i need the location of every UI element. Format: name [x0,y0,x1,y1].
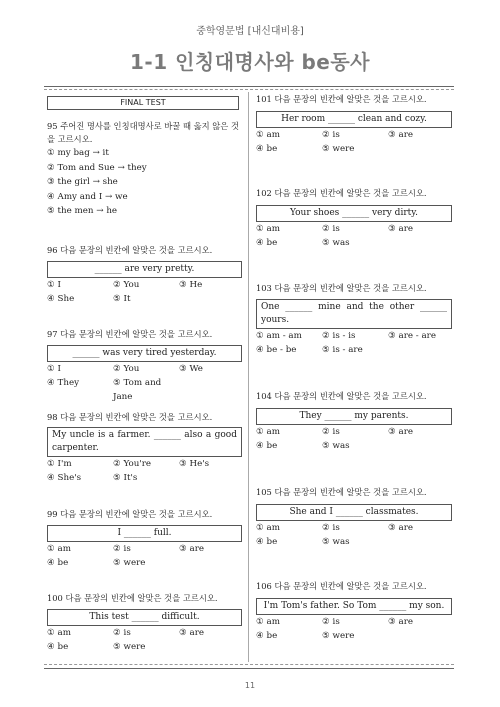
option[interactable]: ② is [322,224,340,234]
option[interactable]: ④ be - be [256,345,297,355]
option-row [256,343,452,357]
option[interactable]: ② is [113,628,131,638]
option[interactable]: ③ are [388,224,414,234]
option[interactable]: ② You're [113,459,152,469]
question-102 [256,187,452,250]
option[interactable]: ② Tom and Sue → they [47,162,147,173]
option[interactable]: ③ He's [179,459,210,469]
option-row [256,128,452,142]
sentence-box: Her room ______ clean and cozy. [256,111,452,128]
option[interactable]: ⑤ Tom and Jane [113,378,162,402]
question-prompt: 97 다음 문장의 빈칸에 알맞은 것을 고르시오. [47,329,213,339]
option-row [47,471,242,485]
question-prompt: 105 다음 문장의 빈칸에 알맞은 것을 고르시오. [256,487,427,497]
question-97 [47,328,242,404]
bottom-dashed-rule [44,664,454,665]
sentence-box: ______ was very tired yesterday. [47,345,242,362]
question-prompt: 106 다음 문장의 빈칸에 알맞은 것을 고르시오. [256,581,427,591]
option[interactable]: ① am [256,523,280,533]
option[interactable]: ① am [47,628,71,638]
option-row [47,292,242,306]
option[interactable]: ④ They [47,378,79,388]
option[interactable]: ① my bag → it [47,148,109,158]
option-row [256,142,452,156]
question-prompt: 95 주어진 명사를 인칭대명사로 바꿀 때 옳지 않은 것을 고르시오. [47,121,239,144]
option[interactable]: ② is [113,544,131,554]
option-row [256,329,452,343]
option-row [47,542,242,556]
option[interactable]: ③ are [179,628,205,638]
option-row [47,362,242,376]
option[interactable]: ① I'm [47,459,72,469]
question-prompt: 100 다음 문장의 빈칸에 알맞은 것을 고르시오. [47,593,218,603]
option[interactable]: ③ are [388,617,414,627]
option[interactable]: ③ the girl → she [47,177,118,187]
sentence-box: I ______ full. [47,525,242,542]
sentence-box: My uncle is a farmer. ______ also a good carpenter. [47,427,242,457]
question-96 [47,244,242,306]
option[interactable]: ① I [47,280,61,290]
option[interactable]: ③ are [388,427,414,437]
question-95 [47,120,240,219]
option[interactable]: ⑤ It [113,294,131,304]
question-105 [256,486,452,549]
page-title: 1-1 인칭대명사와 be동사 [130,50,370,74]
question-98 [47,411,242,485]
option[interactable]: ① am - am [256,331,302,341]
question-prompt: 102 다음 문장의 빈칸에 알맞은 것을 고르시오. [256,188,427,198]
option[interactable]: ① am [256,617,280,627]
option-row [256,236,452,250]
option[interactable]: ③ He [179,280,203,290]
bottom-rule [44,668,454,669]
option[interactable]: ④ be [256,631,278,641]
option[interactable]: ② You [113,280,140,290]
question-106 [256,580,452,643]
option[interactable]: ② is - is [322,331,356,341]
question-104 [256,390,452,453]
option-list [47,146,240,219]
option[interactable]: ⑤ were [113,558,146,568]
option[interactable]: ③ We [179,364,203,374]
option[interactable]: ④ She's [47,473,82,483]
option-row [256,521,452,535]
option[interactable]: ⑤ were [113,642,146,652]
option-row [256,629,452,643]
question-103 [256,282,452,357]
option[interactable]: ② is [322,130,340,140]
option[interactable]: ⑤ was [322,537,350,547]
option[interactable]: ④ be [256,238,278,248]
question-prompt: 99 다음 문장의 빈칸에 알맞은 것을 고르시오. [47,509,213,519]
book-subtitle: 중학영문법 [내신대비용] [196,26,304,37]
question-101 [256,93,452,156]
sentence-box: I'm Tom's father. So Tom ______ my son. [256,598,452,615]
sentence-box: This test ______ difficult. [47,609,242,626]
option[interactable]: ④ be [256,441,278,451]
sentence-box: She and I ______ classmates. [256,504,452,521]
final-test-label: FINAL TEST [47,96,239,110]
sentence-box: Your shoes ______ very dirty. [256,205,452,222]
sentence-box: ______ are very pretty. [47,261,242,278]
sentence-box: One ______ mine and the other ______ yours. [256,299,452,329]
option[interactable]: ① am [256,130,280,140]
option[interactable]: ② is [322,427,340,437]
option[interactable]: ① I [47,364,61,374]
option[interactable]: ④ be [256,537,278,547]
option[interactable]: ⑤ was [322,238,350,248]
option[interactable]: ④ Amy and I → we [47,191,128,202]
top-rule [44,86,454,87]
option[interactable]: ① am [256,224,280,234]
option[interactable]: ⑤ were [322,631,355,641]
option[interactable]: ④ be [47,558,69,568]
option-row [256,425,452,439]
question-prompt: 96 다음 문장의 빈칸에 알맞은 것을 고르시오. [47,245,213,255]
column-divider [248,92,249,662]
option[interactable]: ② You [113,364,140,374]
question-prompt: 103 다음 문장의 빈칸에 알맞은 것을 고르시오. [256,283,427,293]
question-prompt: 101 다음 문장의 빈칸에 알맞은 것을 고르시오. [256,94,427,104]
option[interactable]: ③ are - are [388,331,436,341]
option-row [47,457,242,471]
question-prompt: 104 다음 문장의 빈칸에 알맞은 것을 고르시오. [256,391,427,401]
option-row [47,556,242,570]
question-99 [47,508,242,570]
page-number: 11 [244,681,256,690]
option-row [47,376,242,404]
sentence-box: They ______ my parents. [256,408,452,425]
option[interactable]: ③ are [179,544,205,554]
option-row [47,626,242,640]
top-dashed-rule [44,89,454,90]
option[interactable]: ③ are [388,130,414,140]
option[interactable]: ① am [256,427,280,437]
option[interactable]: ⑤ is - are [322,345,363,355]
question-prompt: 98 다음 문장의 빈칸에 알맞은 것을 고르시오. [47,412,213,422]
option-row [256,439,452,453]
option[interactable]: ② is [322,523,340,533]
option[interactable]: ③ are [388,523,414,533]
option[interactable]: ⑤ It's [113,473,138,483]
option[interactable]: ① am [47,544,71,554]
option[interactable]: ⑤ the men → he [47,206,118,216]
option[interactable]: ⑤ was [322,441,350,451]
option[interactable]: ④ be [256,144,278,154]
option-row [47,278,242,292]
question-100 [47,592,242,654]
option-row [47,640,242,654]
option[interactable]: ④ be [47,642,69,652]
option-row [256,535,452,549]
option[interactable]: ② is [322,617,340,627]
option[interactable]: ⑤ were [322,144,355,154]
option-row [256,222,452,236]
option[interactable]: ④ She [47,294,75,304]
option-row [256,615,452,629]
